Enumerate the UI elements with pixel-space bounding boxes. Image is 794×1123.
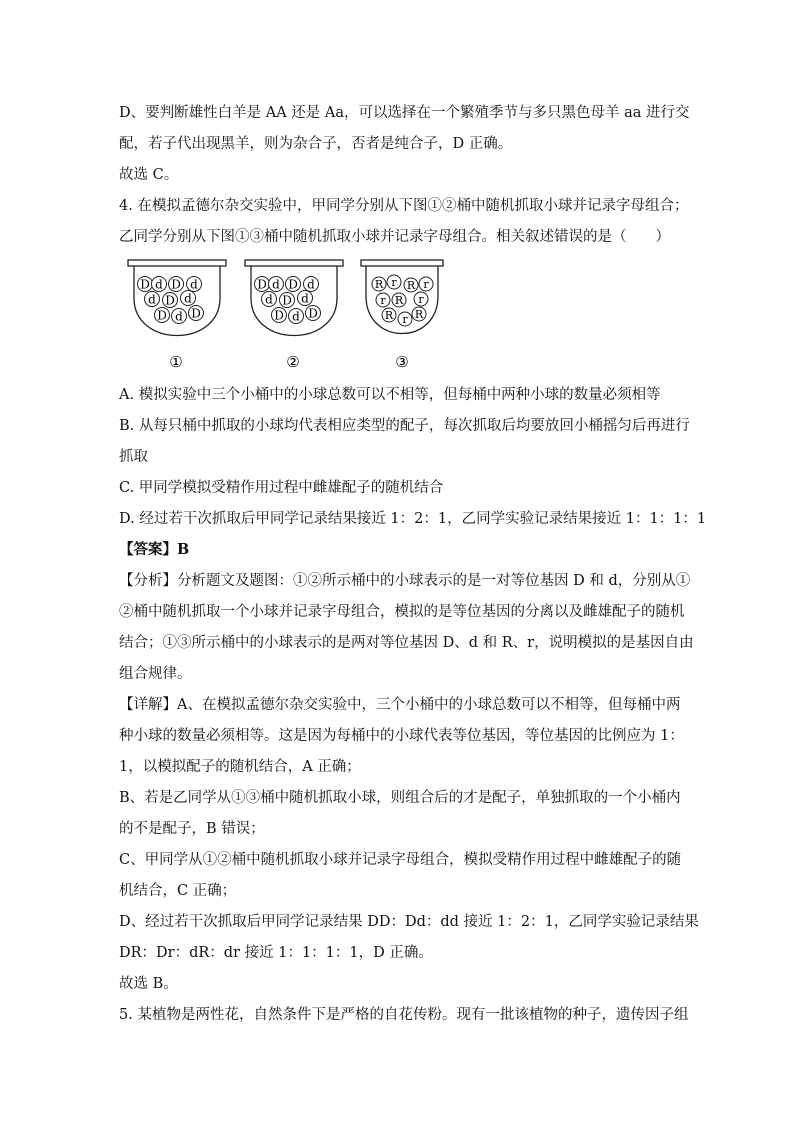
bucket-2 — [245, 260, 343, 371]
text-line-2: 配，若子代出现黑羊，则为杂合子，否者是纯合子，D 正确。 — [119, 136, 513, 152]
ball — [255, 277, 270, 292]
bucket-3 — [361, 260, 443, 371]
svg-text:R: R — [394, 294, 404, 307]
detail-6: C、甲同学从①②桶中随机抓取小球并记录字母组合，模拟受精作用过程中雌雄配子的随 — [119, 852, 682, 868]
analysis-3: 结合；①③所示桶中的小球表示的是两对等位基因 D、d 和 R、r，说明模拟的是基因自由 — [119, 635, 694, 651]
svg-text:R: R — [374, 278, 384, 291]
svg-text:R: R — [406, 279, 416, 292]
analysis-1: 【分析】分析题文及题图：①②所示桶中的小球表示的是一对等位基因 D 和 d，分别从① — [119, 573, 691, 589]
svg-text:d: d — [265, 292, 273, 307]
ball — [376, 293, 390, 307]
ball — [286, 277, 301, 292]
svg-text:D: D — [165, 293, 175, 308]
bucket-diagram — [126, 258, 446, 374]
ball — [404, 278, 418, 292]
ball — [181, 291, 196, 306]
svg-text:D: D — [140, 277, 150, 292]
svg-text:D: D — [171, 277, 181, 292]
ball — [306, 306, 321, 321]
detail-4: B、若是乙同学从①③桶中随机抓取小球，则组合后的才是配子，单独抓取的一个小桶内 — [119, 790, 681, 806]
option-a: A. 模拟实验中三个小桶中的小球总数可以不相等，但每桶中两种小球的数量必须相等 — [119, 387, 661, 403]
ball — [372, 277, 386, 291]
svg-text:D: D — [282, 293, 292, 308]
svg-text:r: r — [423, 278, 429, 291]
ball — [280, 293, 295, 308]
svg-text:d: d — [307, 277, 315, 292]
option-c: C. 甲同学模拟受精作用过程中雌雄配子的随机结合 — [119, 480, 444, 496]
ball — [163, 293, 178, 308]
svg-text:d: d — [190, 277, 198, 292]
ball — [262, 292, 277, 307]
ball — [187, 277, 202, 292]
ball — [289, 309, 304, 324]
option-d: D. 经过若干次抓取后甲同学记录结果接近 1：2：1，乙同学实验记录结果接近 1：1：1：1 — [119, 511, 707, 527]
ball — [387, 275, 401, 289]
ball — [398, 312, 412, 326]
svg-text:R: R — [414, 308, 424, 321]
detail-7: 机结合，C 正确； — [119, 883, 237, 899]
ball — [304, 277, 319, 292]
detail-9: DR：Dr：dR：dr 接近 1：1：1：1，D 正确。 — [119, 945, 433, 961]
ball — [272, 308, 287, 323]
svg-text:d: d — [155, 277, 163, 292]
ball — [382, 308, 396, 322]
svg-text:d: d — [175, 309, 183, 324]
ball — [412, 307, 426, 321]
ball — [138, 277, 153, 292]
bucket-1 — [128, 260, 226, 371]
bucket-figure — [126, 258, 446, 374]
ball — [269, 277, 284, 292]
svg-text:r: r — [380, 294, 386, 307]
detail-2: 种小球的数量必须相等。这是因为每桶中的小球代表等位基因，等位基因的比例应为 1： — [119, 728, 684, 744]
svg-text:D: D — [288, 277, 298, 292]
svg-text:R: R — [384, 309, 394, 322]
option-b-2: 抓取 — [119, 449, 148, 465]
detail-8: D、经过若干次抓取后甲同学记录结果 DD：Dd：dd 接近 1：2：1，乙同学实验记录结果 — [119, 914, 699, 930]
svg-text:d: d — [301, 291, 309, 306]
svg-text:d: d — [292, 309, 300, 324]
svg-text:d: d — [272, 277, 280, 292]
detail-10: 故选 B。 — [119, 976, 178, 992]
text-line-1: D、要判断雄性白羊是 AA 还是 Aa，可以选择在一个繁殖季节与多只黑色母羊 aa 进行交 — [119, 105, 690, 121]
question-4-stem-1: 4. 在模拟孟德尔杂交实验中，甲同学分别从下图①②桶中随机抓取小球并记录字母组合； — [119, 198, 689, 214]
svg-text:D: D — [257, 277, 267, 292]
ball — [172, 309, 187, 324]
ball — [414, 292, 428, 306]
ball — [298, 291, 313, 306]
svg-text:D: D — [274, 308, 284, 323]
option-b-1: B. 从每只桶中抓取的小球均代表相应类型的配子，每次抓取后均要放回小桶摇匀后再进行 — [119, 418, 690, 434]
ball — [419, 277, 433, 291]
detail-3: 1，以模拟配子的随机结合，A 正确； — [119, 759, 361, 775]
ball — [169, 277, 184, 292]
svg-text:d: d — [184, 291, 192, 306]
svg-text:D: D — [191, 306, 201, 321]
svg-text:r: r — [402, 313, 408, 326]
ball — [189, 306, 204, 321]
svg-text:r: r — [418, 293, 424, 306]
bucket-2-label: ② — [286, 353, 300, 371]
ball — [155, 308, 170, 323]
svg-text:d: d — [148, 292, 156, 307]
text-line-3: 故选 C。 — [119, 167, 179, 183]
svg-text:D: D — [157, 308, 167, 323]
answer: 【答案】B — [119, 541, 190, 558]
svg-text:r: r — [391, 276, 397, 289]
analysis-4: 组合规律。 — [119, 666, 192, 682]
question-5-stem: 5. 某植物是两性花，自然条件下是严格的自花传粉。现有一批该植物的种子，遗传因子组 — [119, 1007, 689, 1023]
analysis-2: ②桶中随机抓取一个小球并记录字母组合，模拟的是等位基因的分离以及雌雄配子的随机 — [119, 604, 685, 620]
question-4-stem-2: 乙同学分别从下图①③桶中随机抓取小球并记录字母组合。相关叙述错误的是（ ） — [119, 229, 670, 245]
bucket-1-label: ① — [169, 353, 183, 371]
detail-1: 【详解】A、在模拟孟德尔杂交实验中，三个小桶中的小球总数可以不相等，但每桶中两 — [119, 697, 681, 713]
detail-5: 的不是配子，B 错误； — [119, 821, 265, 837]
ball — [145, 292, 160, 307]
ball — [152, 277, 167, 292]
bucket-3-label: ③ — [395, 353, 409, 371]
ball — [392, 293, 406, 307]
svg-text:D: D — [308, 306, 318, 321]
